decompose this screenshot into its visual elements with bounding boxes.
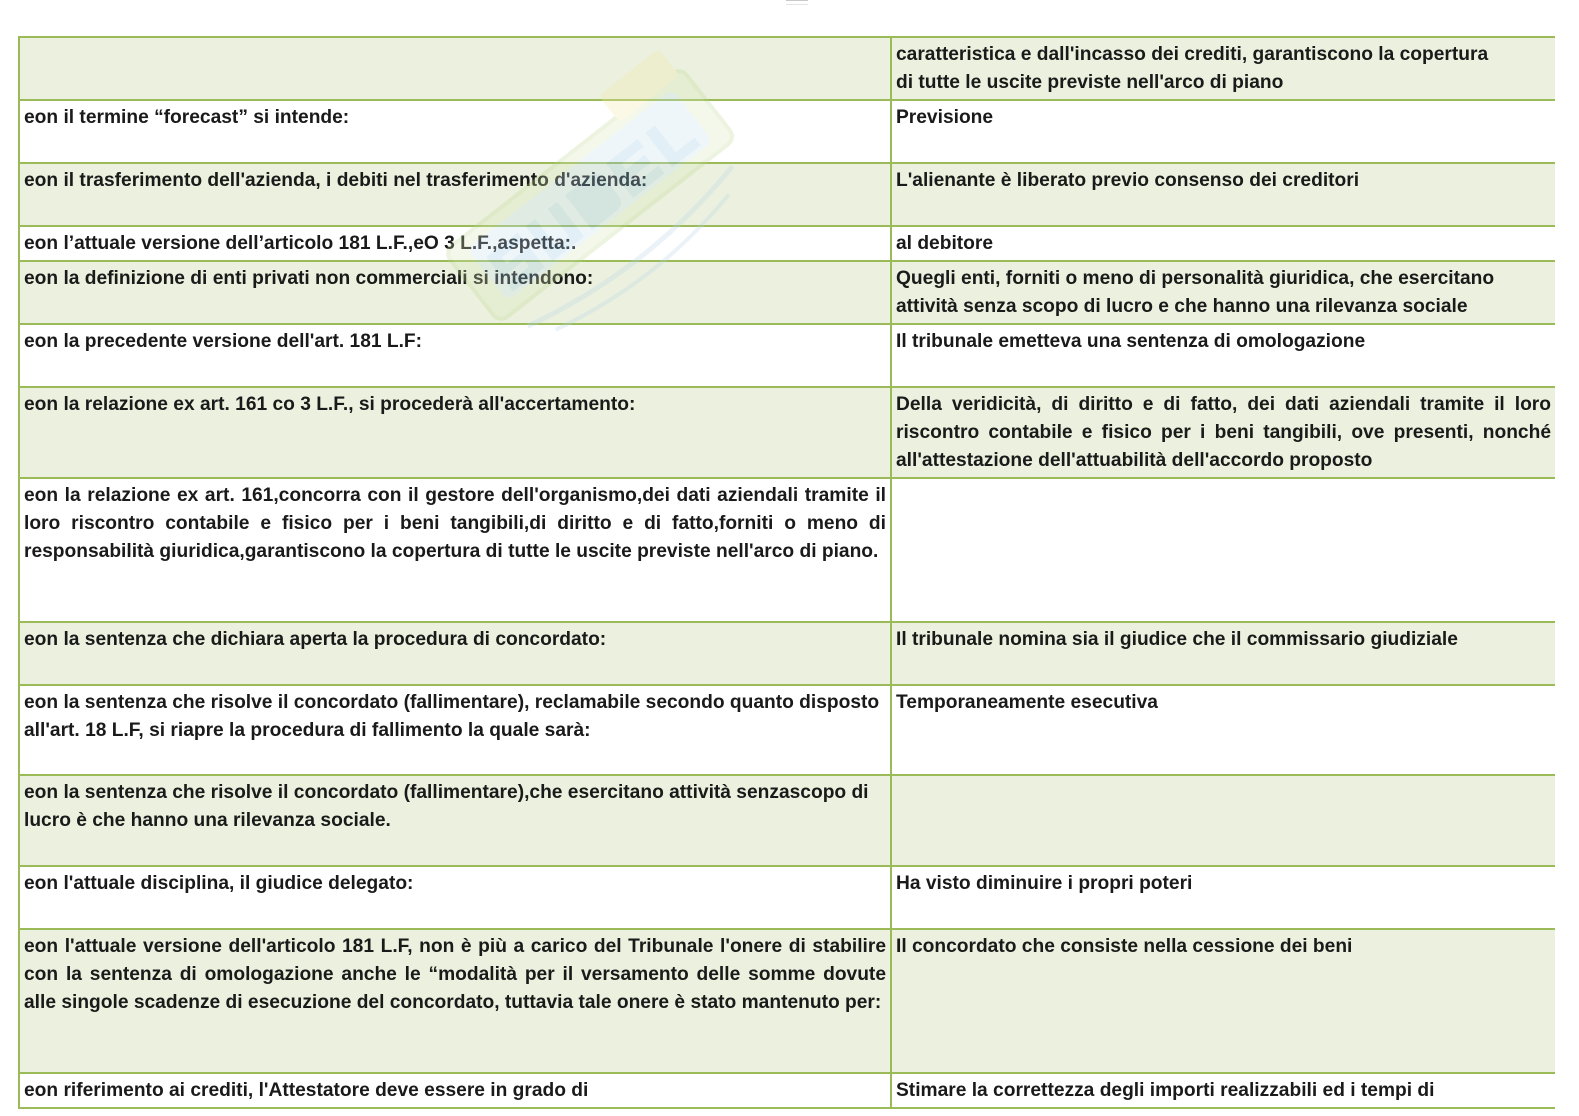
table-row <box>19 324 1555 387</box>
answer-cell: Quegli enti, forniti o meno di personalità giuridica, che esercitano attività senza scopo di lucro e che hanno una rilevanza sociale <box>891 261 1555 324</box>
answer-cell: Stimare la correttezza degli importi realizzabili ed i tempi di <box>891 1073 1555 1108</box>
answer-cell <box>891 775 1555 866</box>
table-row <box>19 226 1555 261</box>
answer-cell: Il concordato che consiste nella cessione dei beni <box>891 929 1555 1073</box>
question-cell: eon il trasferimento dell'azienda, i debiti nel trasferimento d'azienda: <box>19 163 891 226</box>
question-cell: eon l'attuale versione dell'articolo 181 L.F, non è più a carico del Tribunale l'onere di stabilire con la sentenza di omologazione anche le “modalità per il versamento delle somme dovute alle singole scadenze di esecuzione del concordato, tuttavia tale onere è stato mantenuto per: <box>19 929 891 1073</box>
answer-cell: al debitore <box>891 226 1555 261</box>
table-row <box>19 100 1555 163</box>
table-row <box>19 478 1555 622</box>
table-row <box>19 1073 1555 1108</box>
answer-cell: Il tribunale emetteva una sentenza di omologazione <box>891 324 1555 387</box>
question-cell: eon la sentenza che risolve il concordato (fallimentare),che esercitano attività senzascopo di lucro è che hanno una rilevanza sociale. <box>19 775 891 866</box>
table-row <box>19 622 1555 685</box>
table-row <box>19 261 1555 324</box>
answer-cell: caratteristica e dall'incasso dei crediti, garantiscono la copertura di tutte le uscite previste nell'arco di piano <box>891 37 1555 100</box>
question-cell: eon il termine “forecast” si intende: <box>19 100 891 163</box>
qa-table <box>18 36 1555 1109</box>
answer-cell: Temporaneamente esecutiva <box>891 685 1555 775</box>
page-header-mark <box>786 0 808 5</box>
question-cell: eon la relazione ex art. 161,concorra con il gestore dell'organismo,dei dati aziendali tramite il loro riscontro contabile e fisico per i beni tangibili,di diritto e di fatto,forniti o meno di responsabilità giuridica,garantiscono la copertura di tutte le uscite previste nell'arco di piano. <box>19 478 891 622</box>
table-row <box>19 387 1555 478</box>
table-row <box>19 929 1555 1073</box>
question-cell: eon l'attuale disciplina, il giudice delegato: <box>19 866 891 929</box>
question-cell: eon la relazione ex art. 161 co 3 L.F., si procederà all'accertamento: <box>19 387 891 478</box>
table-row <box>19 866 1555 929</box>
table-row <box>19 163 1555 226</box>
answer-cell: Ha visto diminuire i propri poteri <box>891 866 1555 929</box>
answer-cell: Della veridicità, di diritto e di fatto, dei dati aziendali tramite il loro riscontro contabile e fisico per i beni tangibili, ove presenti, nonché all'attestazione dell'attuabilità dell'accordo proposto <box>891 387 1555 478</box>
answer-cell <box>891 478 1555 622</box>
qa-table-container <box>18 36 1555 1111</box>
answer-cell: L'alienante è liberato previo consenso dei creditori <box>891 163 1555 226</box>
question-cell: eon la sentenza che risolve il concordato (fallimentare), reclamabile secondo quanto disposto all'art. 18 L.F, si riapre la procedura di fallimento la quale sarà: <box>19 685 891 775</box>
question-cell: eon la precedente versione dell'art. 181 L.F: <box>19 324 891 387</box>
table-row <box>19 775 1555 866</box>
question-cell: eon l’attuale versione dell’articolo 181 L.F.,eO 3 L.F.,aspetta:. <box>19 226 891 261</box>
question-cell: eon la sentenza che dichiara aperta la procedura di concordato: <box>19 622 891 685</box>
table-row <box>19 37 1555 100</box>
question-cell <box>19 37 891 100</box>
answer-cell: Il tribunale nomina sia il giudice che il commissario giudiziale <box>891 622 1555 685</box>
table-row <box>19 685 1555 775</box>
question-cell: eon la definizione di enti privati non commerciali si intendono: <box>19 261 891 324</box>
answer-cell: Previsione <box>891 100 1555 163</box>
question-cell: eon riferimento ai crediti, l'Attestatore deve essere in grado di <box>19 1073 891 1108</box>
